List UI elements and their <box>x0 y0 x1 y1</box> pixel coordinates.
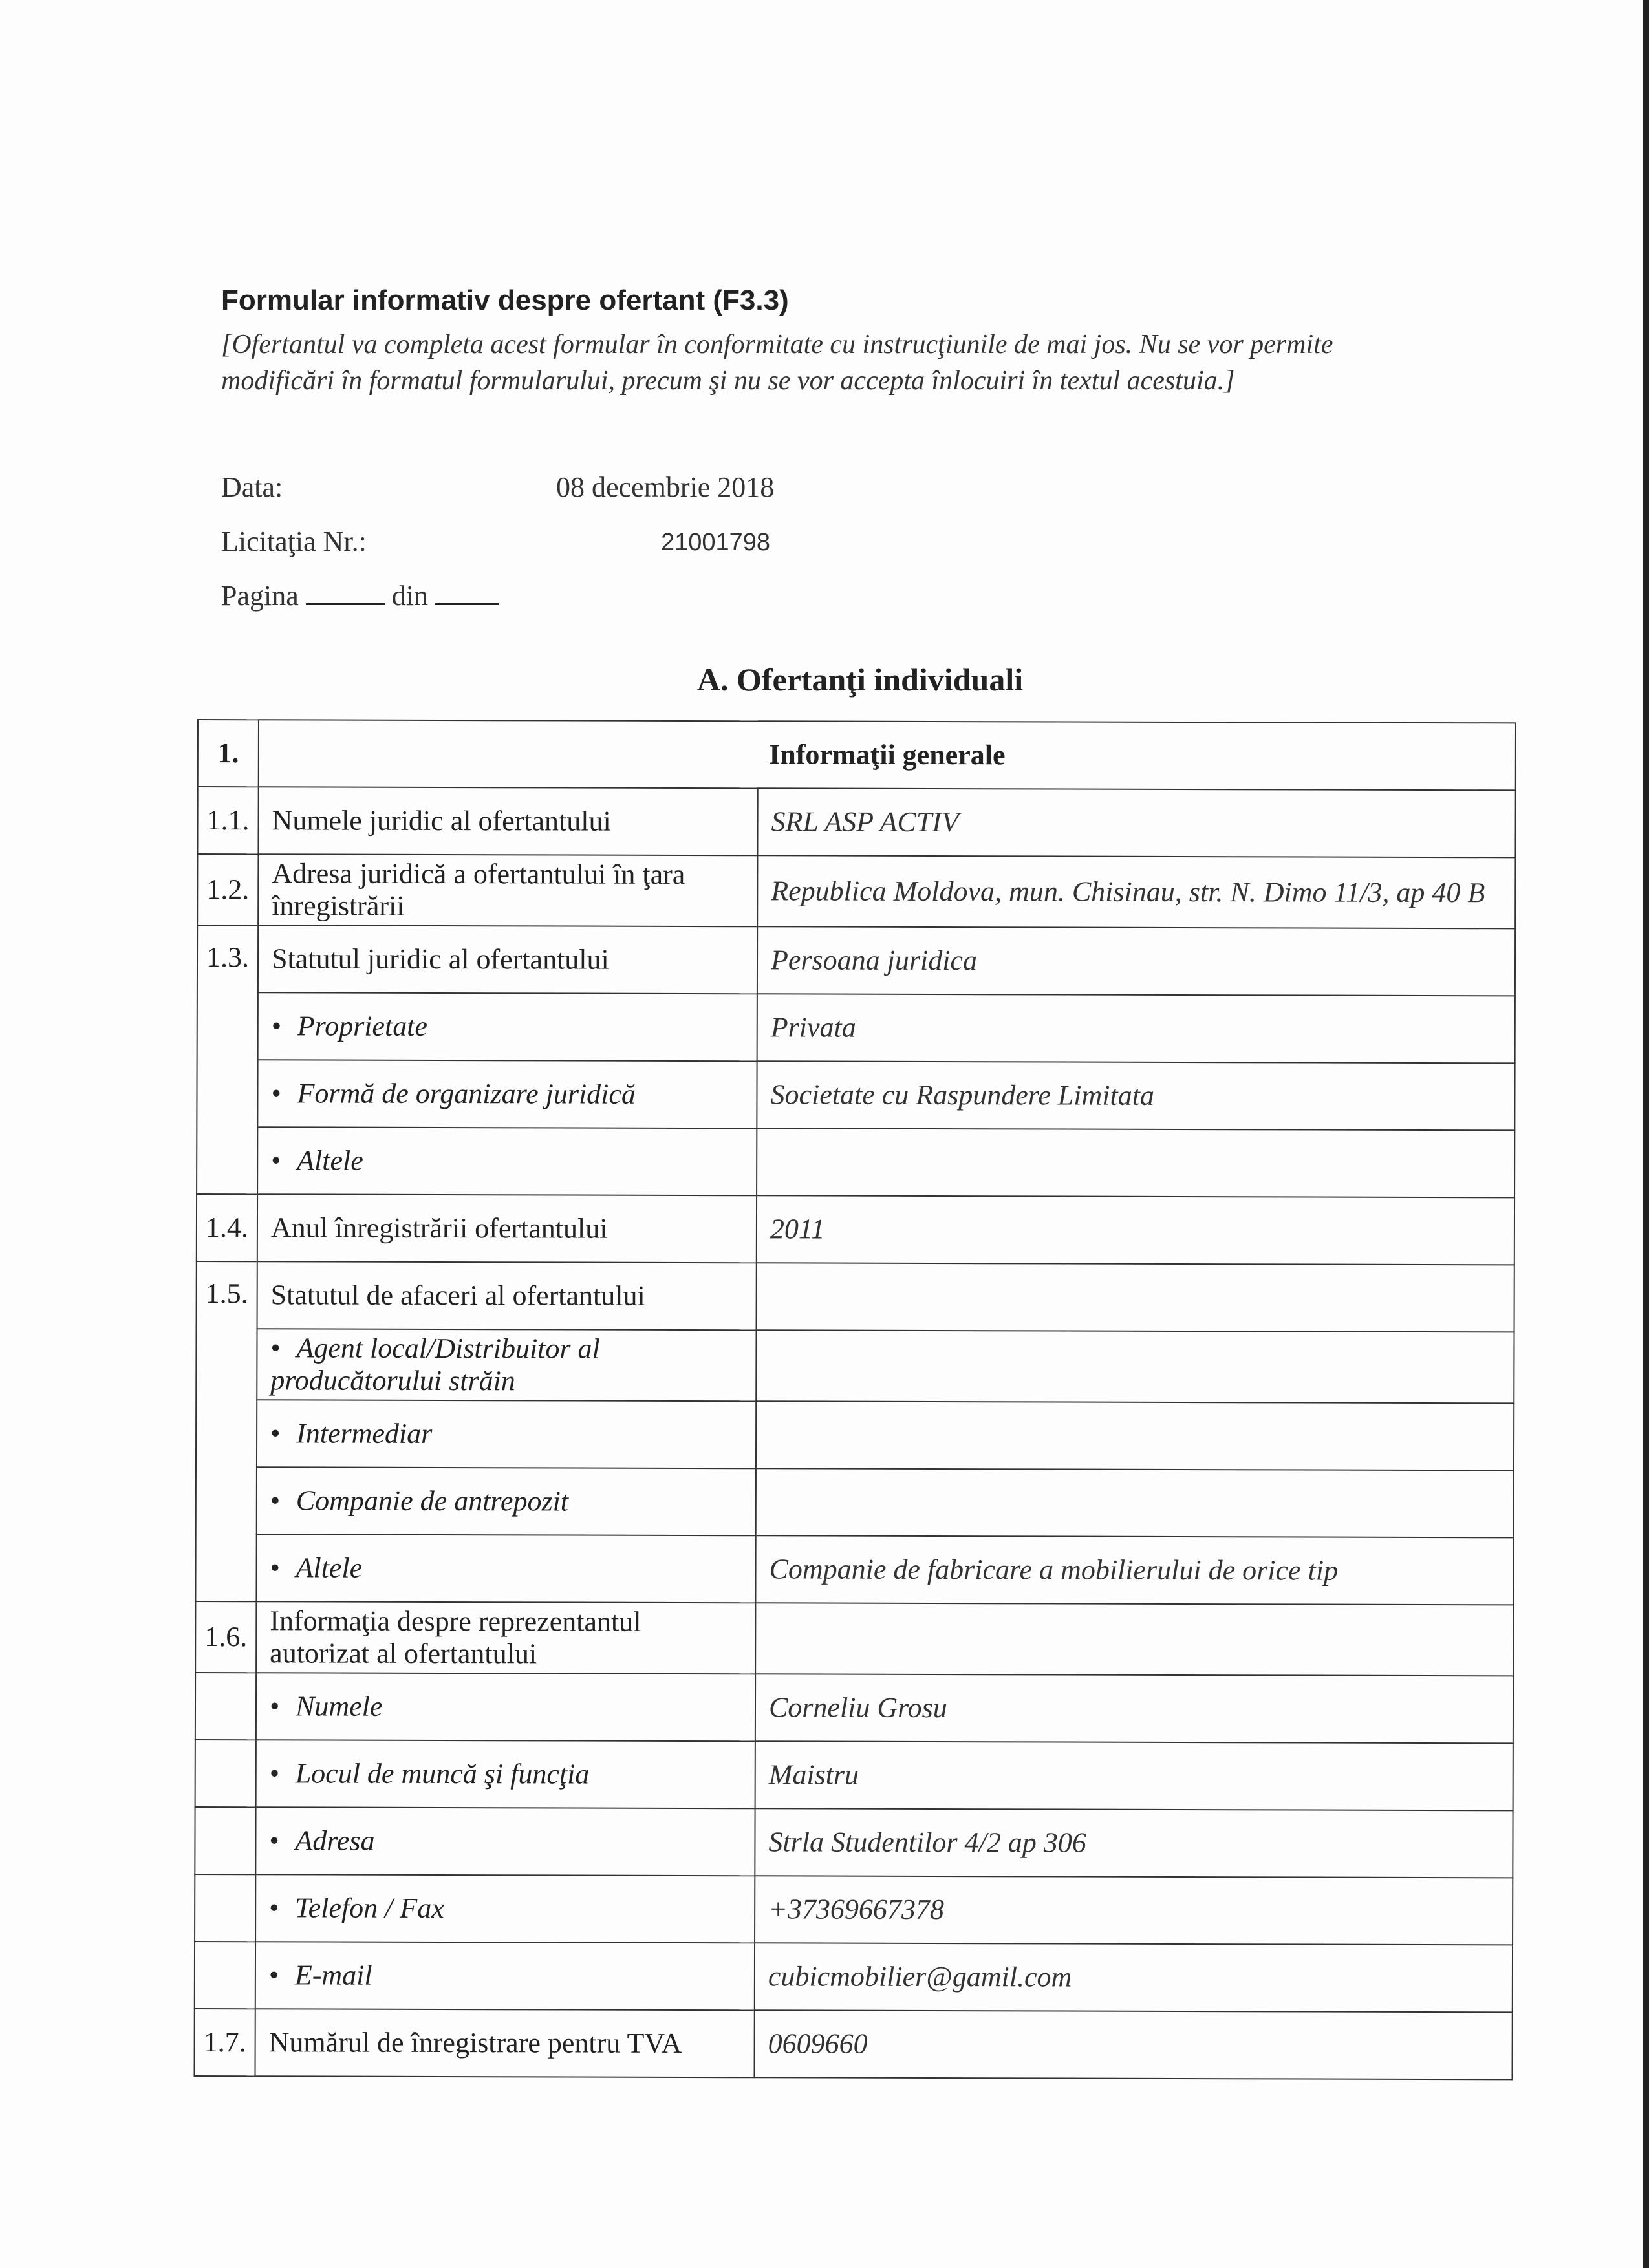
table-row <box>197 1127 1514 1197</box>
row-value: Maistru <box>755 1741 1513 1810</box>
table-header-row <box>198 720 1516 790</box>
row-value: +37369667378 <box>755 1876 1513 1945</box>
table-row <box>196 1400 1514 1470</box>
bullet-icon: • <box>269 1824 279 1857</box>
bullet-icon: • <box>270 1484 281 1517</box>
general-info-table <box>194 719 1516 2080</box>
row-number <box>195 1942 255 2009</box>
bullet-icon: • <box>268 1959 279 1991</box>
row-number: 1.5. <box>195 1261 257 1601</box>
row-label <box>257 1329 756 1401</box>
row-label-text: Formă de organizare juridică <box>297 1077 636 1110</box>
row-value <box>755 1603 1513 1676</box>
bullet-icon: • <box>270 1417 281 1450</box>
row-value: 2011 <box>757 1195 1514 1265</box>
bullet-icon: • <box>270 1552 281 1584</box>
bullet-icon: • <box>271 1077 281 1109</box>
row-number <box>195 1874 255 1942</box>
row-label-text: Intermediar <box>296 1417 433 1450</box>
table-row <box>197 854 1515 928</box>
page-total-blank[interactable] <box>435 597 499 605</box>
row-value <box>756 1330 1514 1403</box>
tender-label: Licitaţia Nr.: <box>221 526 367 557</box>
table-row <box>197 787 1515 857</box>
row-number: 1.4. <box>197 1194 257 1261</box>
date-value: 08 decembrie 2018 <box>556 471 775 503</box>
row-number <box>195 1673 256 1740</box>
row-label: Numele juridic al ofertantului <box>258 787 757 855</box>
row-label-text: Agent local/Distribuitor al producătorului străin <box>270 1332 600 1397</box>
table-row <box>195 2009 1513 2079</box>
row-label: Statutul juridic al ofertantului <box>258 925 757 994</box>
table-row <box>197 1060 1514 1130</box>
form-title: Formular informativ despre ofertant (F3.3) <box>221 284 789 316</box>
row-label <box>258 992 757 1061</box>
row-value: 0609660 <box>755 2010 1513 2079</box>
table-row <box>196 1329 1514 1403</box>
section-title: A. Ofertanţi individuali <box>696 661 1024 698</box>
row-label-text: Telefon / Fax <box>295 1892 444 1925</box>
row-number: 1.3. <box>197 925 258 1194</box>
row-label <box>256 1740 755 1808</box>
row-value: cubicmobilier@gamil.com <box>755 1943 1513 2012</box>
row-label <box>256 1534 755 1603</box>
row-value: Privata <box>757 994 1515 1063</box>
header-number: 1. <box>198 720 259 787</box>
tender-value: 21001798 <box>661 529 771 556</box>
row-label-text: Altele <box>296 1552 363 1584</box>
bullet-icon: • <box>269 1757 280 1790</box>
row-label <box>257 1400 756 1468</box>
table-row <box>195 1807 1513 1878</box>
row-value: Societate cu Raspundere Limitata <box>757 1061 1514 1130</box>
row-label <box>257 1060 757 1128</box>
table-row <box>195 1601 1513 1676</box>
table-row <box>197 1261 1514 1332</box>
row-number: 1.2. <box>197 854 258 925</box>
page-field <box>221 579 499 612</box>
bullet-icon: • <box>269 1690 280 1722</box>
date-label: Data: <box>221 471 283 503</box>
table-row <box>197 992 1515 1063</box>
row-label: Anul înregistrării ofertantului <box>257 1194 757 1263</box>
bullet-icon: • <box>269 1892 279 1924</box>
row-label <box>255 1942 755 2010</box>
page-of-label: din <box>391 580 428 612</box>
page-number-blank[interactable] <box>306 597 385 605</box>
table-row <box>195 1942 1513 2012</box>
row-label: Statutul de afaceri al ofertantului <box>257 1261 757 1330</box>
table-row <box>195 1673 1513 1743</box>
row-label-text: Numele <box>295 1690 383 1722</box>
row-label <box>257 1127 757 1195</box>
table-row <box>197 925 1515 996</box>
row-value: Strla Studentilor 4/2 ap 306 <box>755 1808 1513 1878</box>
row-number <box>195 1740 256 1807</box>
row-number: 1.6. <box>195 1601 256 1673</box>
row-label <box>256 1673 755 1741</box>
row-value: Companie de fabricare a mobilierului de orice tip <box>755 1535 1513 1605</box>
row-value: Corneliu Grosu <box>755 1674 1513 1743</box>
row-number: 1.7. <box>195 2009 255 2076</box>
row-label-text: Altele <box>297 1144 363 1177</box>
row-label: Informaţia despre reprezentantul autorizat al ofertantului <box>256 1601 755 1674</box>
table-row <box>196 1467 1514 1537</box>
row-label-text: Proprietate <box>297 1010 428 1042</box>
row-value: Persoana juridica <box>757 926 1515 996</box>
row-label: Numărul de înregistrare pentru TVA <box>255 2009 755 2077</box>
row-label-text: E-mail <box>294 1959 372 1991</box>
row-label <box>255 1874 755 1943</box>
table-row <box>195 1534 1513 1605</box>
row-value <box>756 1401 1514 1470</box>
bullet-icon: • <box>270 1332 281 1364</box>
table-row <box>197 1194 1514 1265</box>
bullet-icon: • <box>271 1010 282 1042</box>
tender-field <box>221 525 771 558</box>
scan-edge <box>1643 0 1649 2268</box>
page-label: Pagina <box>221 580 299 612</box>
row-value <box>756 1468 1514 1537</box>
row-value: Republica Moldova, mun. Chisinau, str. N. Dimo 11/3, ap 40 B <box>757 855 1515 928</box>
row-label: Adresa juridică a ofertantului în ţara înregistrării <box>258 854 757 926</box>
row-value <box>757 1263 1514 1332</box>
table-row <box>195 1874 1513 1945</box>
row-value <box>757 1128 1514 1197</box>
bullet-icon: • <box>271 1144 281 1177</box>
row-number: 1.1. <box>197 787 258 854</box>
row-number <box>195 1807 255 1874</box>
form-instructions: [Ofertantul va completa acest formular în conformitate cu instrucţiunile de mai jos. Nu se vor permite modificări în formatul formularului, precum şi nu se vor accepta înlocuiri în textul acestuia.] <box>221 330 1333 396</box>
row-label-text: Adresa <box>295 1824 375 1857</box>
row-label <box>257 1467 756 1535</box>
row-label-text: Locul de muncă şi funcţia <box>295 1757 590 1790</box>
row-label-text: Companie de antrepozit <box>296 1484 569 1517</box>
table-row <box>195 1740 1513 1810</box>
date-field <box>221 471 775 504</box>
row-value: SRL ASP ACTIV <box>757 788 1515 857</box>
row-label <box>255 1807 755 1876</box>
header-title: Informaţii generale <box>259 720 1516 790</box>
